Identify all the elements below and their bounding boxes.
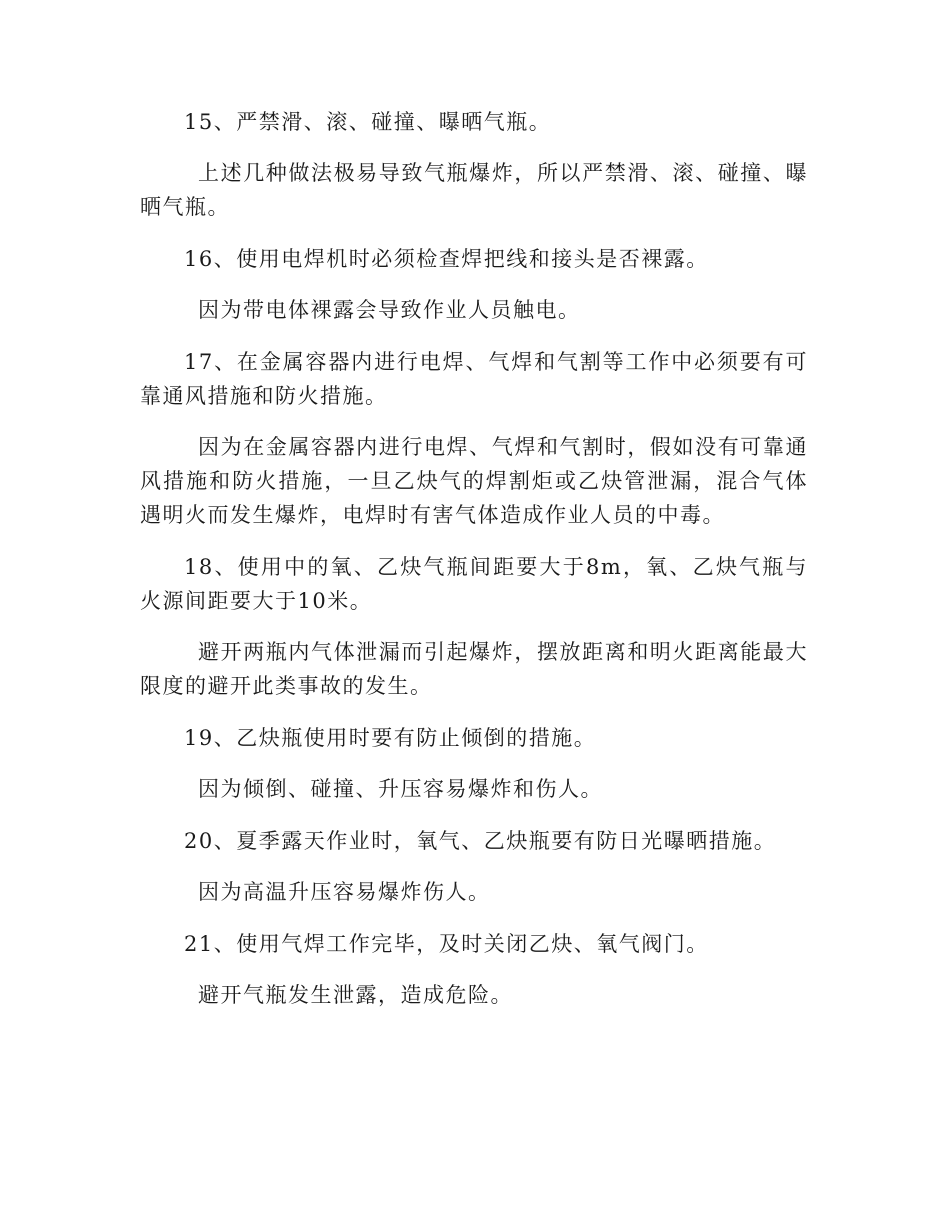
rule-17: 17、在金属容器内进行电焊、气焊和气割等工作中必须要有可靠通风措施和防火措施。 [140, 350, 808, 408]
rule-19: 19、乙炔瓶使用时要有防止倾倒的措施。 [184, 726, 597, 750]
reason-21: 避开气瓶发生泄露，造成危险。 [198, 983, 513, 1007]
rule-21: 21、使用气焊工作完毕，及时关闭乙炔、氧气阀门。 [184, 932, 709, 956]
reason-15: 上述几种做法极易导致气瓶爆炸，所以严禁滑、滚、碰撞、曝晒气瓶。 [140, 161, 808, 219]
reason-18: 避开两瓶内气体泄漏而引起爆炸，摆放距离和明火距离能最大限度的避开此类事故的发生。 [140, 640, 808, 698]
rule-15: 15、严禁滑、滚、碰撞、曝晒气瓶。 [184, 110, 552, 134]
reason-17: 因为在金属容器内进行电焊、气焊和气割时，假如没有可靠通风措施和防火措施，一旦乙炔气的焊割炬或乙炔管泄漏，混合气体遇明火而发生爆炸，电焊时有害气体造成作业人员的中毒。 [140, 435, 808, 527]
reason-16: 因为带电体裸露会导致作业人员触电。 [198, 298, 581, 322]
document-body [140, 105, 808, 1012]
rule-18: 18、使用中的氧、乙炔气瓶间距要大于8m，氧、乙炔气瓶与火源间距要大于10米。 [140, 555, 808, 613]
reason-20: 因为高温升压容易爆炸伤人。 [198, 880, 491, 904]
rule-20: 20、夏季露天作业时，氧气、乙炔瓶要有防日光曝晒措施。 [184, 829, 777, 853]
rule-16: 16、使用电焊机时必须检查焊把线和接头是否裸露。 [184, 247, 709, 271]
reason-19: 因为倾倒、碰撞、升压容易爆炸和伤人。 [198, 777, 603, 801]
